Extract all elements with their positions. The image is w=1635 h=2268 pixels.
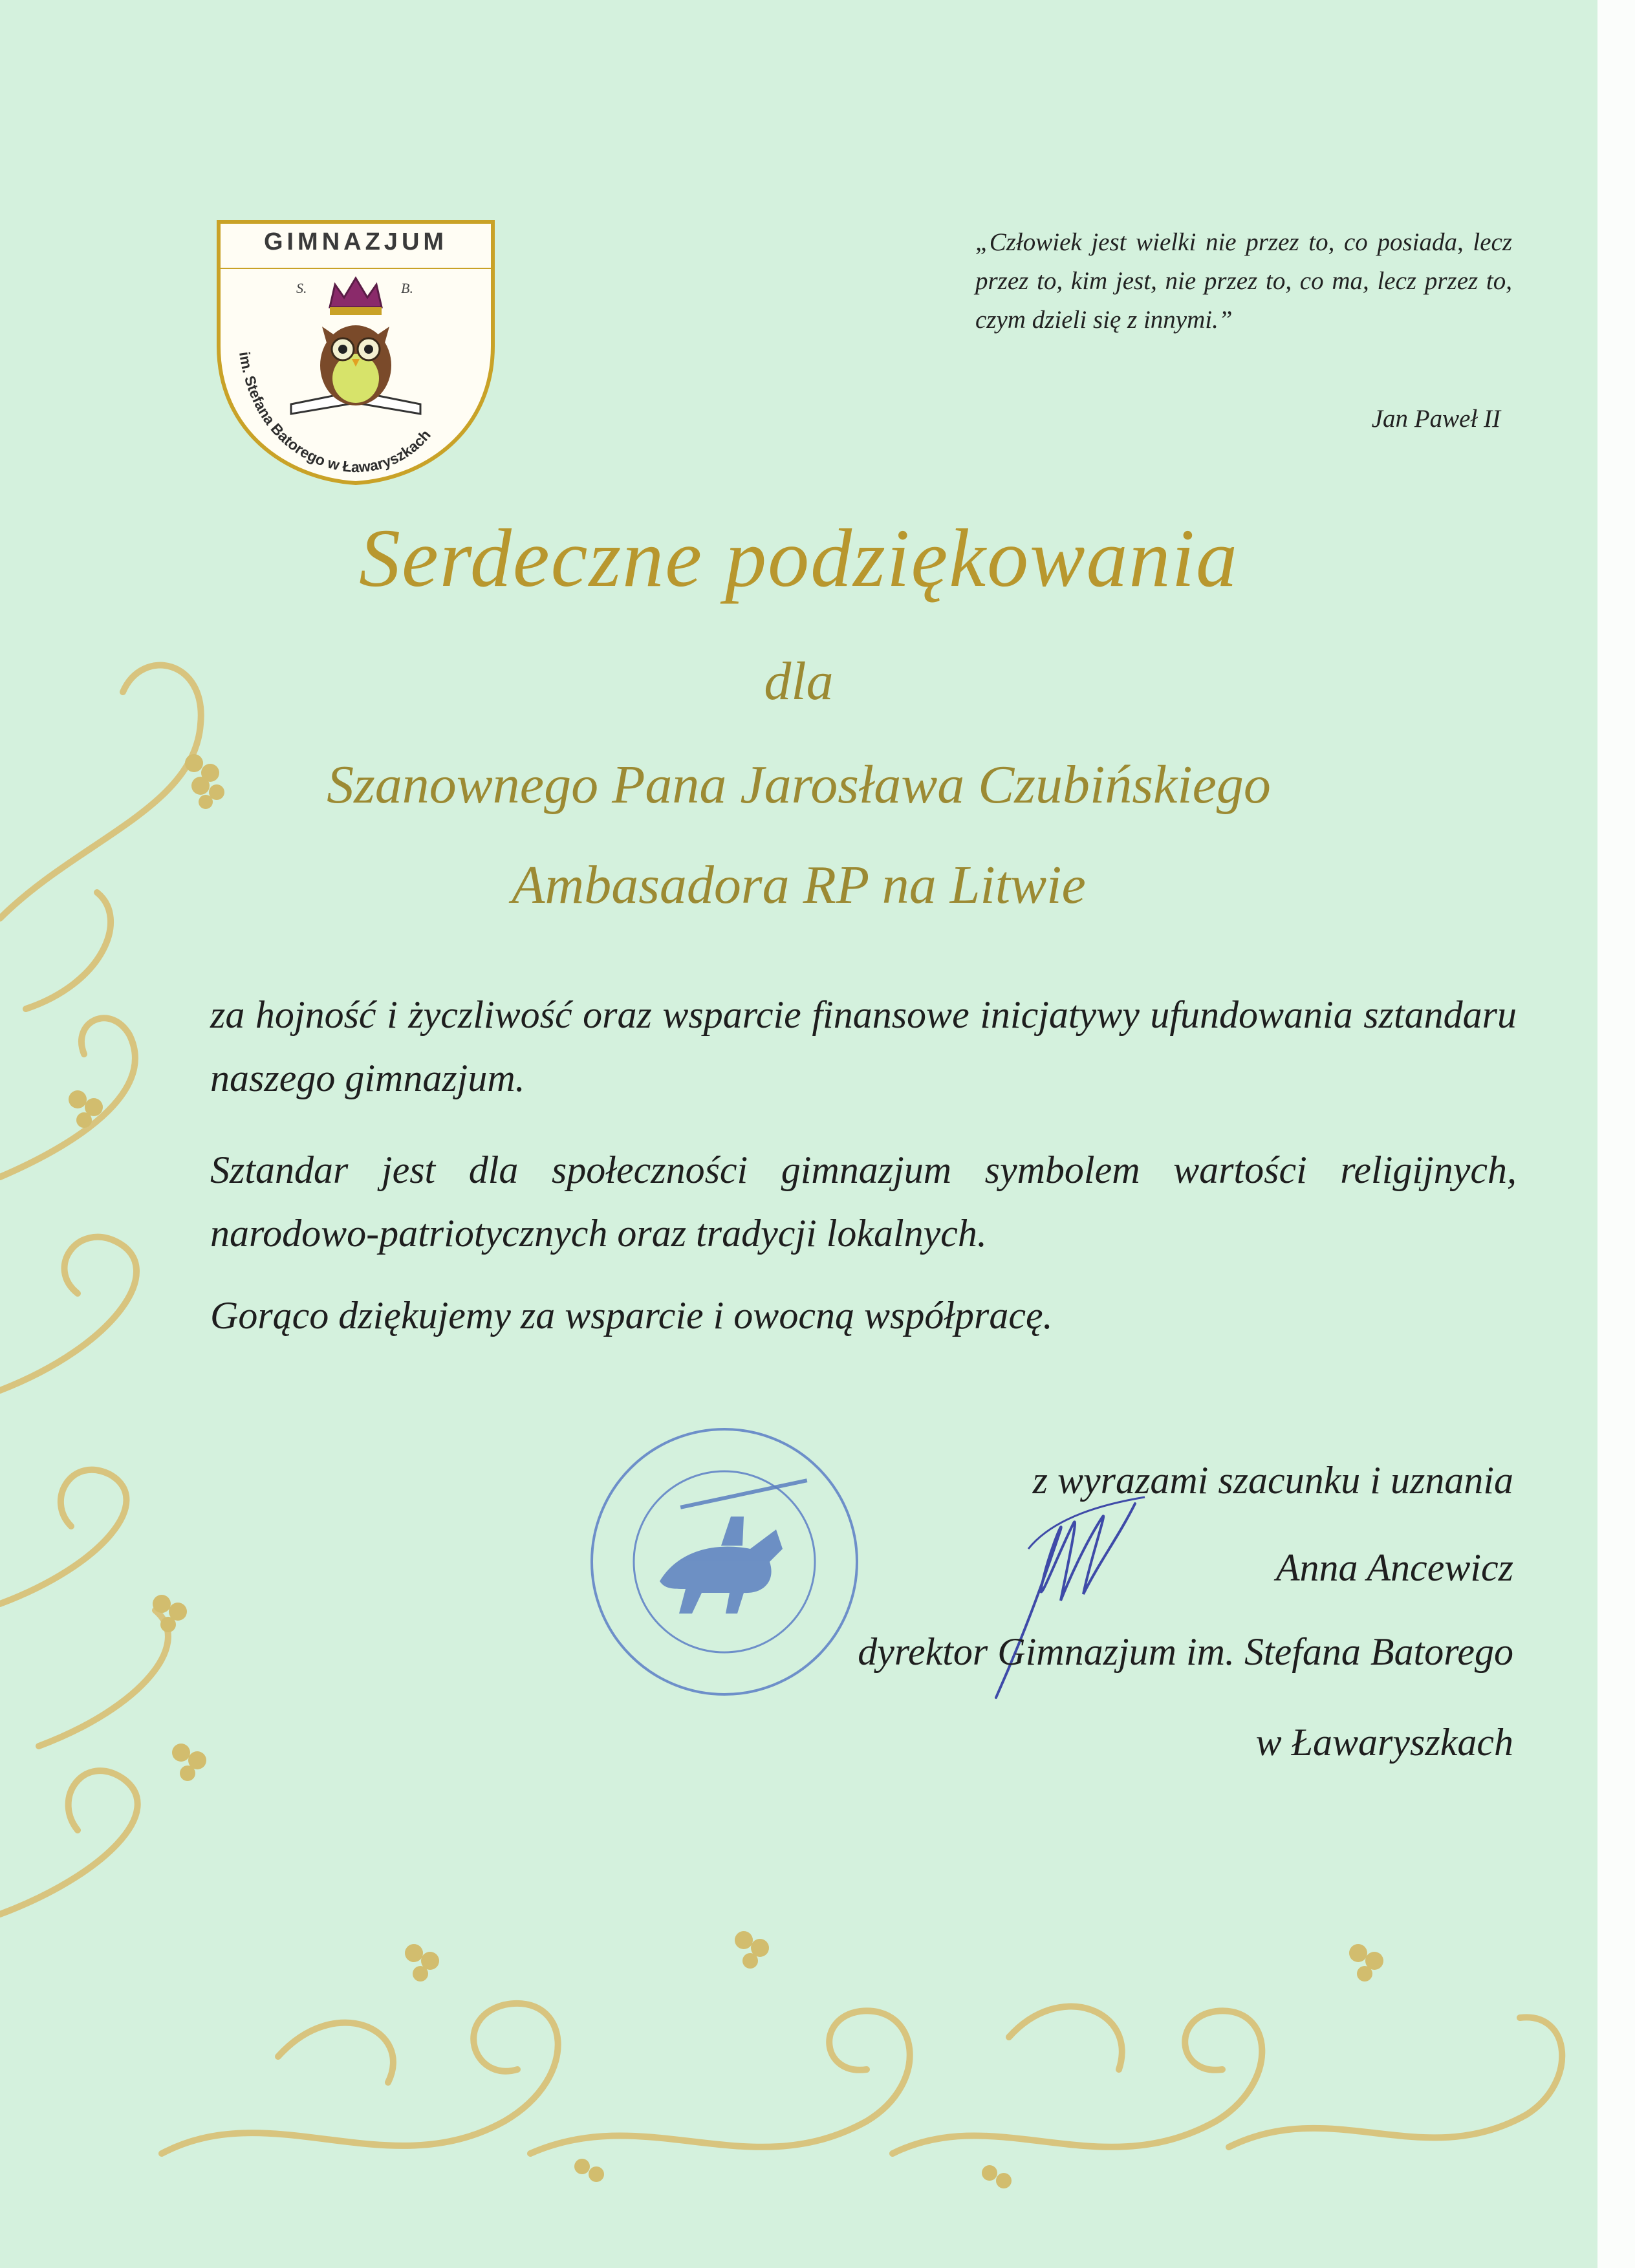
- signer-name: Anna Ancewicz: [1275, 1546, 1513, 1589]
- signer-location: w Ławaryszkach: [1255, 1721, 1513, 1764]
- body-paragraph-2: Sztandar jest dla społeczności gimnazjum symbolem wartości religijnych, narodowo-patriotycznych oraz tradycji lokalnych.: [210, 1149, 1517, 1255]
- dla-word: dla: [764, 651, 834, 711]
- crest-motto-arc: [213, 217, 498, 488]
- school-crest: [213, 217, 498, 488]
- svg-text:im. Stefana Batorego w Ławarys: [236, 351, 434, 475]
- certificate-title: Serdeczne podziękowania: [358, 512, 1239, 604]
- closing-greeting: z wyrazami szacunku i uznania: [1032, 1459, 1513, 1502]
- signature-scribble-icon: [951, 1478, 1158, 1723]
- crest-title: GIMNAZJUM: [263, 228, 448, 255]
- crest-initial-right: B.: [401, 280, 413, 296]
- body-paragraph-3: Gorąco dziękujemy za wsparcie i owocną współpracę.: [210, 1294, 1053, 1337]
- quote-author: Jan Paweł II: [1371, 405, 1500, 433]
- body-paragraph-1: za hojność i życzliwość oraz wsparcie finansowe inicjatywy ufundowania sztandaru naszego gimnazjum.: [210, 993, 1517, 1099]
- signer-role: dyrektor Gimnazjum im. Stefana Batorego: [858, 1630, 1513, 1673]
- crest-motto: im. Stefana Batorego w Ławaryszkach: [236, 351, 434, 476]
- crest-initial-left: S.: [296, 280, 307, 296]
- recipient-name: Szanownego Pana Jarosława Czubińskiego: [327, 755, 1271, 815]
- quote-text: „Człowiek jest wielki nie przez to, co posiada, lecz przez to, kim jest, nie przez to, co ma, lecz przez to, czym dzieli się z innymi.”: [975, 228, 1512, 334]
- scan-margin: [1597, 0, 1635, 2268]
- recipient-title: Ambasadora RP na Litwie: [512, 855, 1086, 915]
